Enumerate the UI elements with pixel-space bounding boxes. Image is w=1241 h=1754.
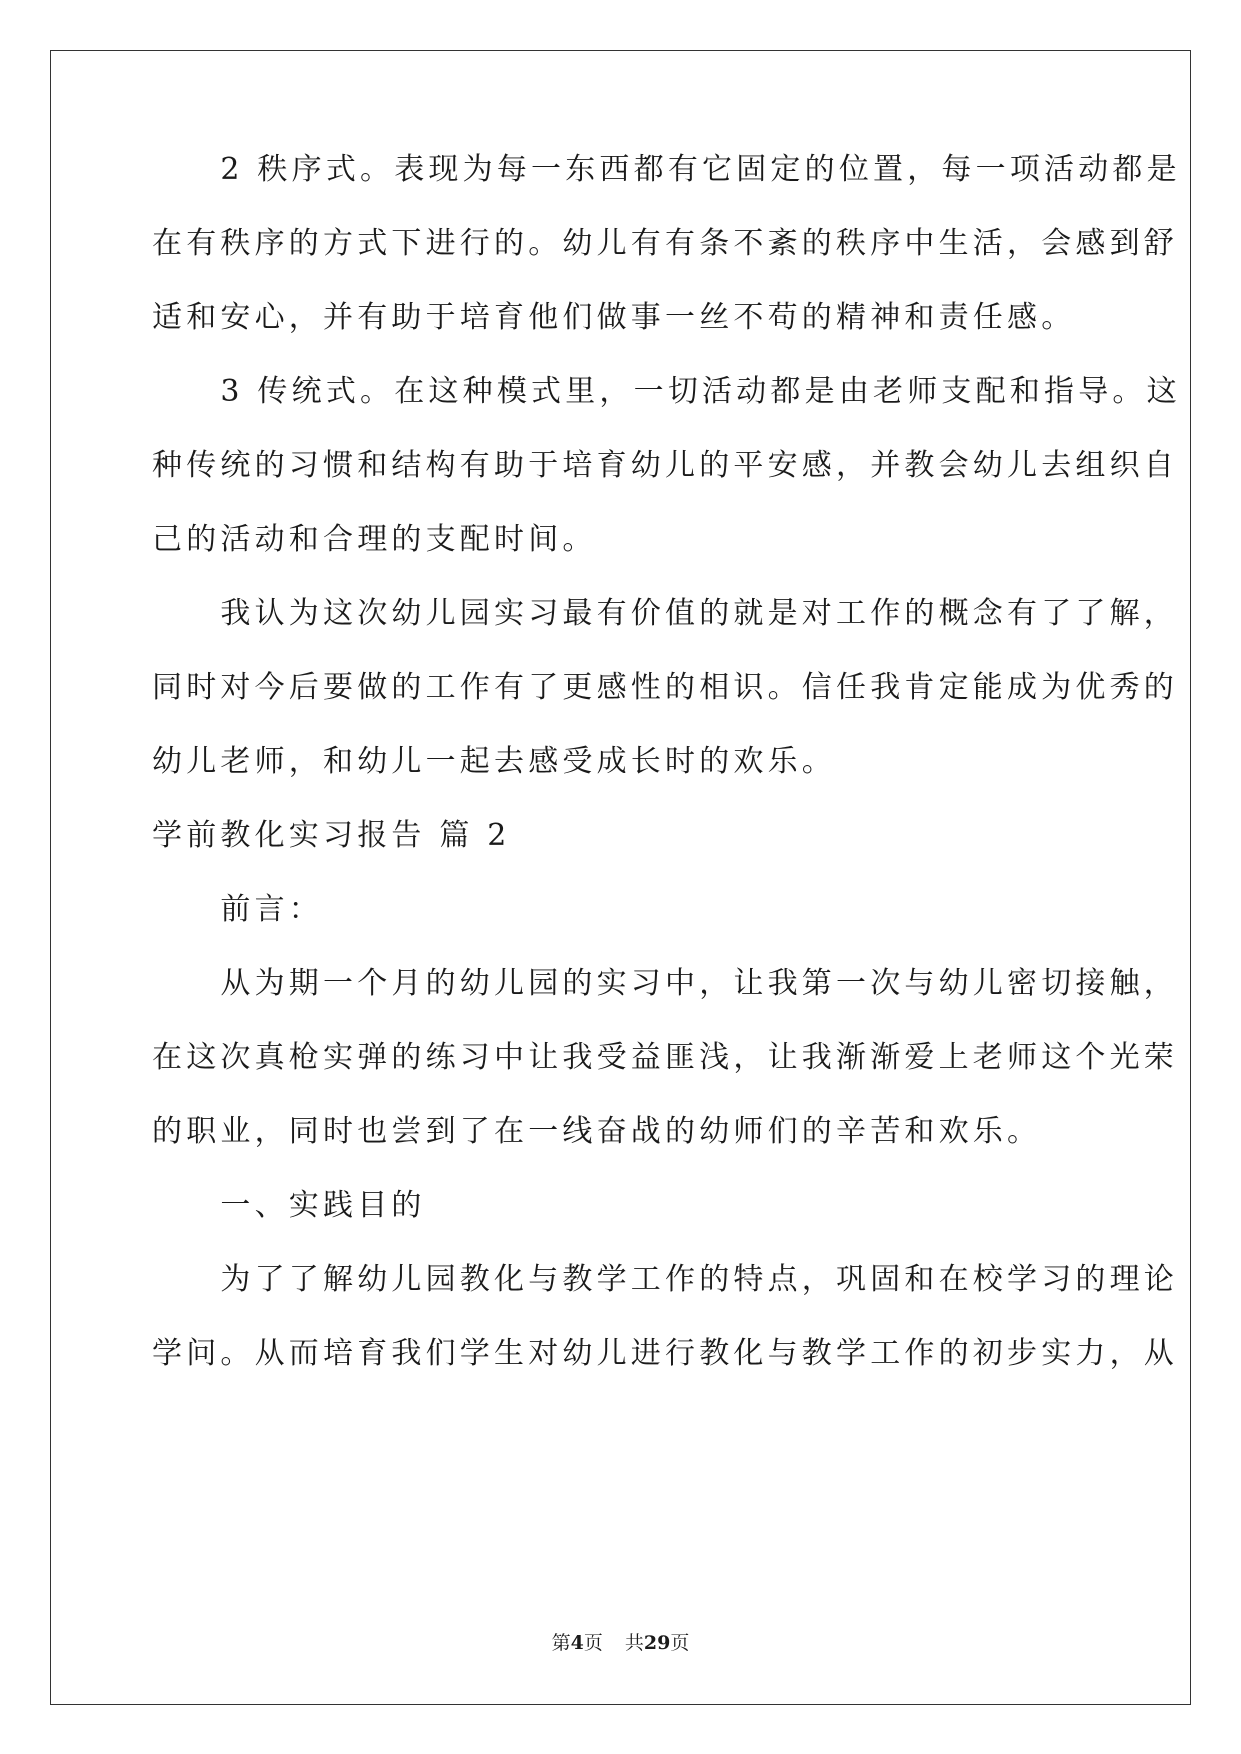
footer-total-prefix: 共 bbox=[624, 1632, 644, 1654]
section-heading: 学前教化实习报告 篇 2 bbox=[152, 818, 511, 853]
body-line-9: 幼儿老师，和幼儿一起去感受成长时的欢乐。 bbox=[152, 744, 836, 779]
body-line-6: 己的活动和合理的支配时间。 bbox=[152, 522, 597, 557]
footer-total-suffix: 页 bbox=[670, 1632, 690, 1654]
body-line-3: 适和安心，并有助于培育他们做事一丝不苟的精神和责任感。 bbox=[152, 300, 1076, 335]
page-border bbox=[50, 50, 1191, 1705]
body-line-11: 前言： bbox=[152, 892, 323, 927]
page-footer bbox=[0, 1632, 1241, 1654]
body-line-12: 从为期一个月的幼儿园的实习中，让我第一次与幼儿密切接触， bbox=[152, 966, 1178, 1001]
footer-page-prefix: 第 bbox=[551, 1632, 571, 1654]
body-line-16: 为了了解幼儿园教化与教学工作的特点，巩固和在校学习的理论 bbox=[152, 1262, 1178, 1297]
body-line-17: 学问。从而培育我们学生对幼儿进行教化与教学工作的初步实力，从 bbox=[152, 1336, 1178, 1371]
footer-page-suffix: 页 bbox=[583, 1632, 603, 1654]
footer-page-number: 4 bbox=[570, 1632, 584, 1654]
body-line-14: 的职业，同时也尝到了在一线奋战的幼师们的辛苦和欢乐。 bbox=[152, 1114, 1042, 1149]
body-line-2: 在有秩序的方式下进行的。幼儿有有条不紊的秩序中生活，会感到舒 bbox=[152, 226, 1178, 261]
subheading-practice-purpose: 一、实践目的 bbox=[152, 1188, 426, 1223]
body-line-1: 2 秩序式。表现为每一东西都有它固定的位置，每一项活动都是 bbox=[152, 152, 1181, 187]
body-line-5: 种传统的习惯和结构有助于培育幼儿的平安感，并教会幼儿去组织自 bbox=[152, 448, 1178, 483]
body-line-8: 同时对今后要做的工作有了更感性的相识。信任我肯定能成为优秀的 bbox=[152, 670, 1178, 705]
body-line-7: 我认为这次幼儿园实习最有价值的就是对工作的概念有了了解， bbox=[152, 596, 1178, 631]
body-line-4: 3 传统式。在这种模式里，一切活动都是由老师支配和指导。这 bbox=[152, 374, 1181, 409]
body-line-13: 在这次真枪实弹的练习中让我受益匪浅，让我渐渐爱上老师这个光荣 bbox=[152, 1040, 1178, 1075]
footer-total-number: 29 bbox=[643, 1632, 671, 1654]
